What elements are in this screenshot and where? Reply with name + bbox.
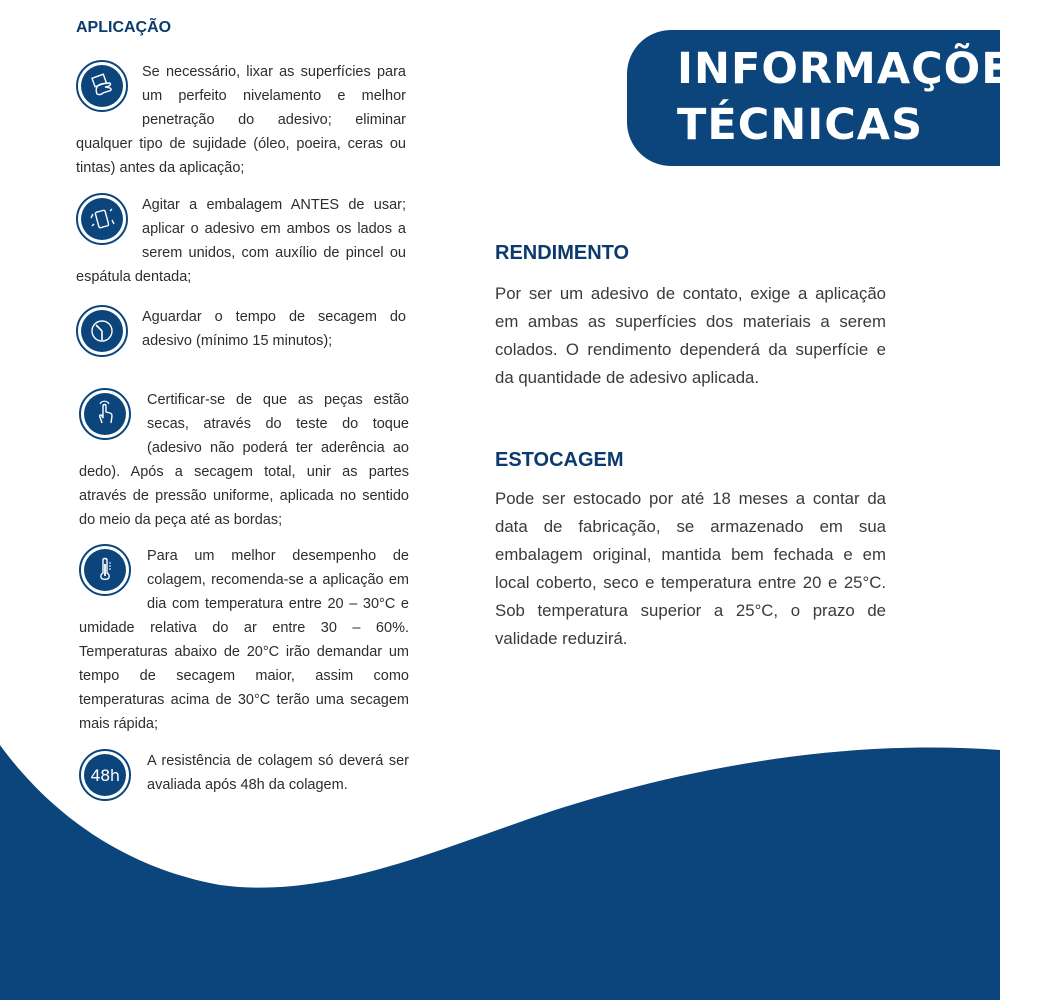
48h-icon — [79, 749, 131, 801]
title-banner — [627, 30, 1044, 166]
rendimento-text: Por ser um adesivo de contato, exige a aplicação em ambas as superfícies dos materiais a serem colados. O rendimento dependerá da superfície e da quantidade de adesivo aplicada. — [495, 284, 886, 387]
step-text: Aguardar o tempo de secagem do adesivo (mínimo 15 minutos); — [142, 309, 406, 349]
touch-finger-icon — [79, 388, 131, 440]
thermometer-icon — [79, 544, 131, 596]
aplicacao-heading: APLICAÇÃO — [76, 19, 172, 36]
step-text: Se necessário, lixar as superfícies para um perfeito nivelamento e melhor penetração do adesivo; eliminar qualquer tipo de sujidade (óleo, poeira, ceras ou tintas) antes da aplicação; — [76, 64, 406, 176]
sanding-hand-icon — [76, 60, 128, 112]
estocagem-text: Pode ser estocado por até 18 meses a contar da data de fabricação, se armazenado em sua embalagem original, mantida bem fechada e em local coberto, seco e temperatura entre 20 e 25°C. Sob temperatura superior a 25°C, o prazo de validade reduzirá. — [495, 489, 886, 648]
step-text: Agitar a embalagem ANTES de usar; aplicar o adesivo em ambos os lados a serem unidos, com auxílio de pincel ou espátula dentada; — [76, 197, 406, 285]
step-text: Certificar-se de que as peças estão secas, através do teste do toque (adesivo não poderá ter aderência ao dedo). Após a secagem total, unir as partes através de pressão uniforme, aplicada no sentido do meio da peça até as bordas; — [79, 392, 409, 528]
step-text: Para um melhor desempenho de colagem, recomenda-se a aplicação em dia com temperatura entre 20 – 30°C e umidade relativa do ar entre 30 – 60%. Temperaturas abaixo de 20°C irão demandar um tempo de secagem maior, assim como temperaturas acima de 30°C terão uma secagem mais rápida; — [79, 548, 409, 732]
step-text: A resistência de colagem só deverá ser avaliada após 48h da colagem. — [147, 753, 409, 793]
estocagem-heading: ESTOCAGEM — [495, 449, 624, 471]
clock-icon — [76, 305, 128, 357]
rendimento-heading: RENDIMENTO — [495, 242, 630, 264]
shake-can-icon — [76, 193, 128, 245]
48h-icon-label: 48h — [90, 765, 120, 785]
banner-title-line-2: TÉCNICAS — [677, 100, 924, 150]
banner-title-line-1: INFORMAÇÕES — [677, 44, 1044, 94]
